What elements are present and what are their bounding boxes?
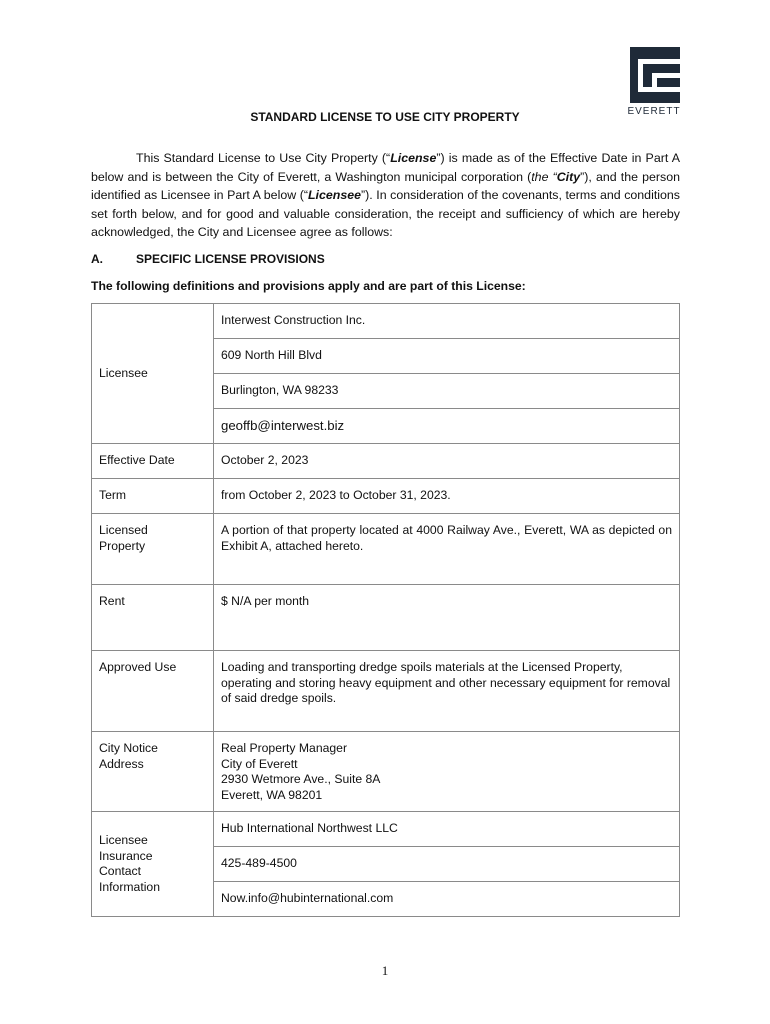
license-provisions-table <box>91 303 680 917</box>
insurance-contact-label: Licensee Insurance Contact Information <box>92 812 214 917</box>
licensee-address-line1: 609 North Hill Blvd <box>214 339 680 374</box>
insurance-company-name: Hub International Northwest LLC <box>214 812 680 847</box>
insurance-email: Now.info@hubinternational.com <box>214 882 680 917</box>
licensee-label: Licensee <box>92 304 214 444</box>
effective-date-label: Effective Date <box>92 444 214 479</box>
city-notice-address: Real Property Manager City of Everett 2930 Wetmore Ave., Suite 8A Everett, WA 98201 <box>214 732 680 812</box>
intro-paragraph: This Standard License to Use City Property (“License”) is made as of the Effective Date in Part A below and is between the City of Everett, a Washington municipal corporation (the “City”), and the person identified as Licensee in Part A below (“Licensee”). In consideration of the covenants, terms and conditions set forth below, and for good and valuable consideration, the receipt and sufficiency of which are hereby acknowledged, the City and Licensee agree as follows: <box>91 151 680 240</box>
city-term: City <box>556 169 581 184</box>
page-number: 1 <box>381 963 389 978</box>
licensee-address-line2: Burlington, WA 98233 <box>214 374 680 409</box>
logo-text: EVERETT <box>627 106 681 117</box>
approved-use-value: Loading and transporting dredge spoils materials at the Licensed Property, operating and storing heavy equipment and other necessary equipment for removal of said dredge spoils. <box>214 651 680 732</box>
everett-logo-icon <box>630 47 680 103</box>
licensee-email: geoffb@interwest.biz <box>214 409 680 444</box>
document-title: STANDARD LICENSE TO USE CITY PROPERTY <box>250 110 520 124</box>
license-term: License <box>390 151 437 165</box>
city-notice-label: City Notice Address <box>92 732 214 812</box>
effective-date-value: October 2, 2023 <box>214 444 680 479</box>
licensed-property-value: A portion of that property located at 4000 Railway Ave., Everett, WA as depicted on Exhibit A, attached hereto. <box>214 514 680 585</box>
approved-use-label: Approved Use <box>92 651 214 732</box>
licensee-term: Licensee <box>307 188 362 203</box>
licensed-property-label: Licensed Property <box>92 514 214 585</box>
term-label: Term <box>92 479 214 514</box>
section-subtitle: The following definitions and provisions apply and are part of this License: <box>91 279 526 293</box>
rent-value: $ N/A per month <box>214 585 680 651</box>
insurance-phone: 425-489-4500 <box>214 847 680 882</box>
licensee-name: Interwest Construction Inc. <box>214 304 680 339</box>
rent-label: Rent <box>92 585 214 651</box>
term-value: from October 2, 2023 to October 31, 2023. <box>214 479 680 514</box>
section-heading: A. SPECIFIC LICENSE PROVISIONS <box>91 252 325 266</box>
